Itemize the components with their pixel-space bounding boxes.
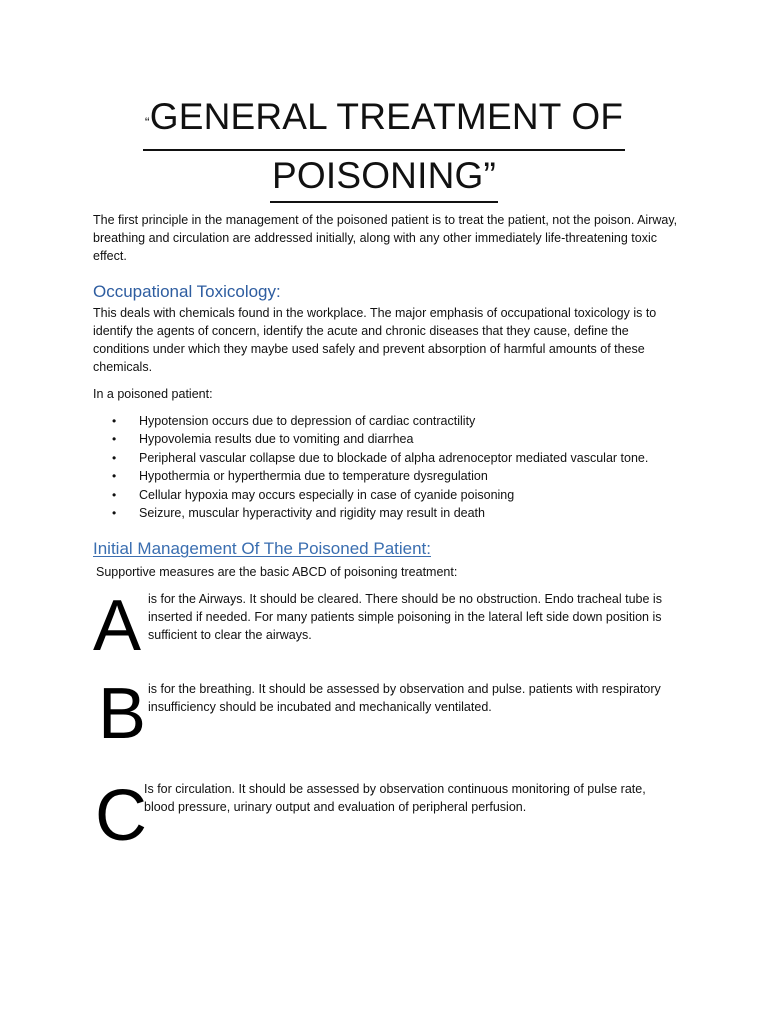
list-item-text: Hypotension occurs due to depression of cardiac contractility bbox=[139, 414, 476, 428]
list-item-text: Hypothermia or hyperthermia due to temperature dysregulation bbox=[139, 469, 488, 484]
bullet-icon: • bbox=[112, 414, 117, 428]
list-item bbox=[112, 467, 648, 485]
occupational-paragraph: This deals with chemicals found in the workplace. The major emphasis of occupational toxicology is to identify the agents of concern, identify the acute and chronic diseases that they cause, define the conditions under which they maybe used safely and prevent absorption of harmful amounts of these chemicals. bbox=[93, 306, 657, 374]
occupational-heading: Occupational Toxicology: bbox=[93, 282, 281, 301]
bullet-icon: • bbox=[112, 432, 117, 447]
list-item-text: Seizure, muscular hyperactivity and rigidity may result in death bbox=[139, 505, 485, 520]
list-item bbox=[112, 449, 648, 467]
title-text-1: GENERAL TREATMENT OF bbox=[149, 96, 624, 137]
list-item-text: Cellular hypoxia may occurs especially in case of cyanide poisoning bbox=[139, 487, 515, 502]
title-line-2: POISONING” bbox=[270, 151, 498, 203]
bullet-icon: • bbox=[112, 505, 117, 520]
list-item bbox=[112, 504, 648, 522]
breathing-text: is for the breathing. It should be assessed by observation and pulse. patients with respiratory insufficiency should be incubated and mechanically ventilated. bbox=[148, 682, 661, 714]
airways-text: is for the Airways. It should be cleared. There should be no obstruction. Endo tracheal tube is inserted if needed. For many patients simple poisoning in the lateral left side down position is sufficient to clear the airways. bbox=[148, 592, 662, 642]
intro-paragraph: The first principle in the management of the poisoned patient is to treat the patient, not the poison. Airway, breathing and circulation are addressed initially, along with any other immediately life-threatening toxic effect. bbox=[93, 213, 678, 263]
bullet-icon: • bbox=[112, 469, 117, 484]
letter-b: B bbox=[98, 674, 147, 754]
list-item bbox=[112, 486, 648, 504]
bullet-icon: • bbox=[112, 450, 117, 465]
document-title bbox=[0, 92, 768, 203]
initial-management-heading: Initial Management Of The Poisoned Patient: bbox=[93, 539, 431, 558]
list-item bbox=[112, 412, 648, 430]
poisoned-patient-lead: In a poisoned patient: bbox=[93, 387, 213, 401]
effects-list bbox=[112, 412, 648, 522]
circulation-text: Is for circulation. It should be assessed by observation continuous monitoring of pulse rate, blood pressure, urinary output and evaluation of peripheral perfusion. bbox=[144, 782, 646, 814]
list-item bbox=[112, 430, 648, 448]
title-open-quote: “ bbox=[144, 114, 150, 130]
initial-management-lead: Supportive measures are the basic ABCD of poisoning treatment: bbox=[96, 565, 458, 579]
letter-a: A bbox=[93, 586, 142, 666]
title-line-1 bbox=[143, 92, 625, 151]
list-item-text: Peripheral vascular collapse due to blockade of alpha adrenoceptor mediated vascular tone. bbox=[139, 450, 649, 465]
list-item-text: Hypovolemia results due to vomiting and diarrhea bbox=[139, 432, 414, 447]
bullet-icon: • bbox=[112, 487, 117, 502]
letter-c: C bbox=[95, 776, 147, 856]
